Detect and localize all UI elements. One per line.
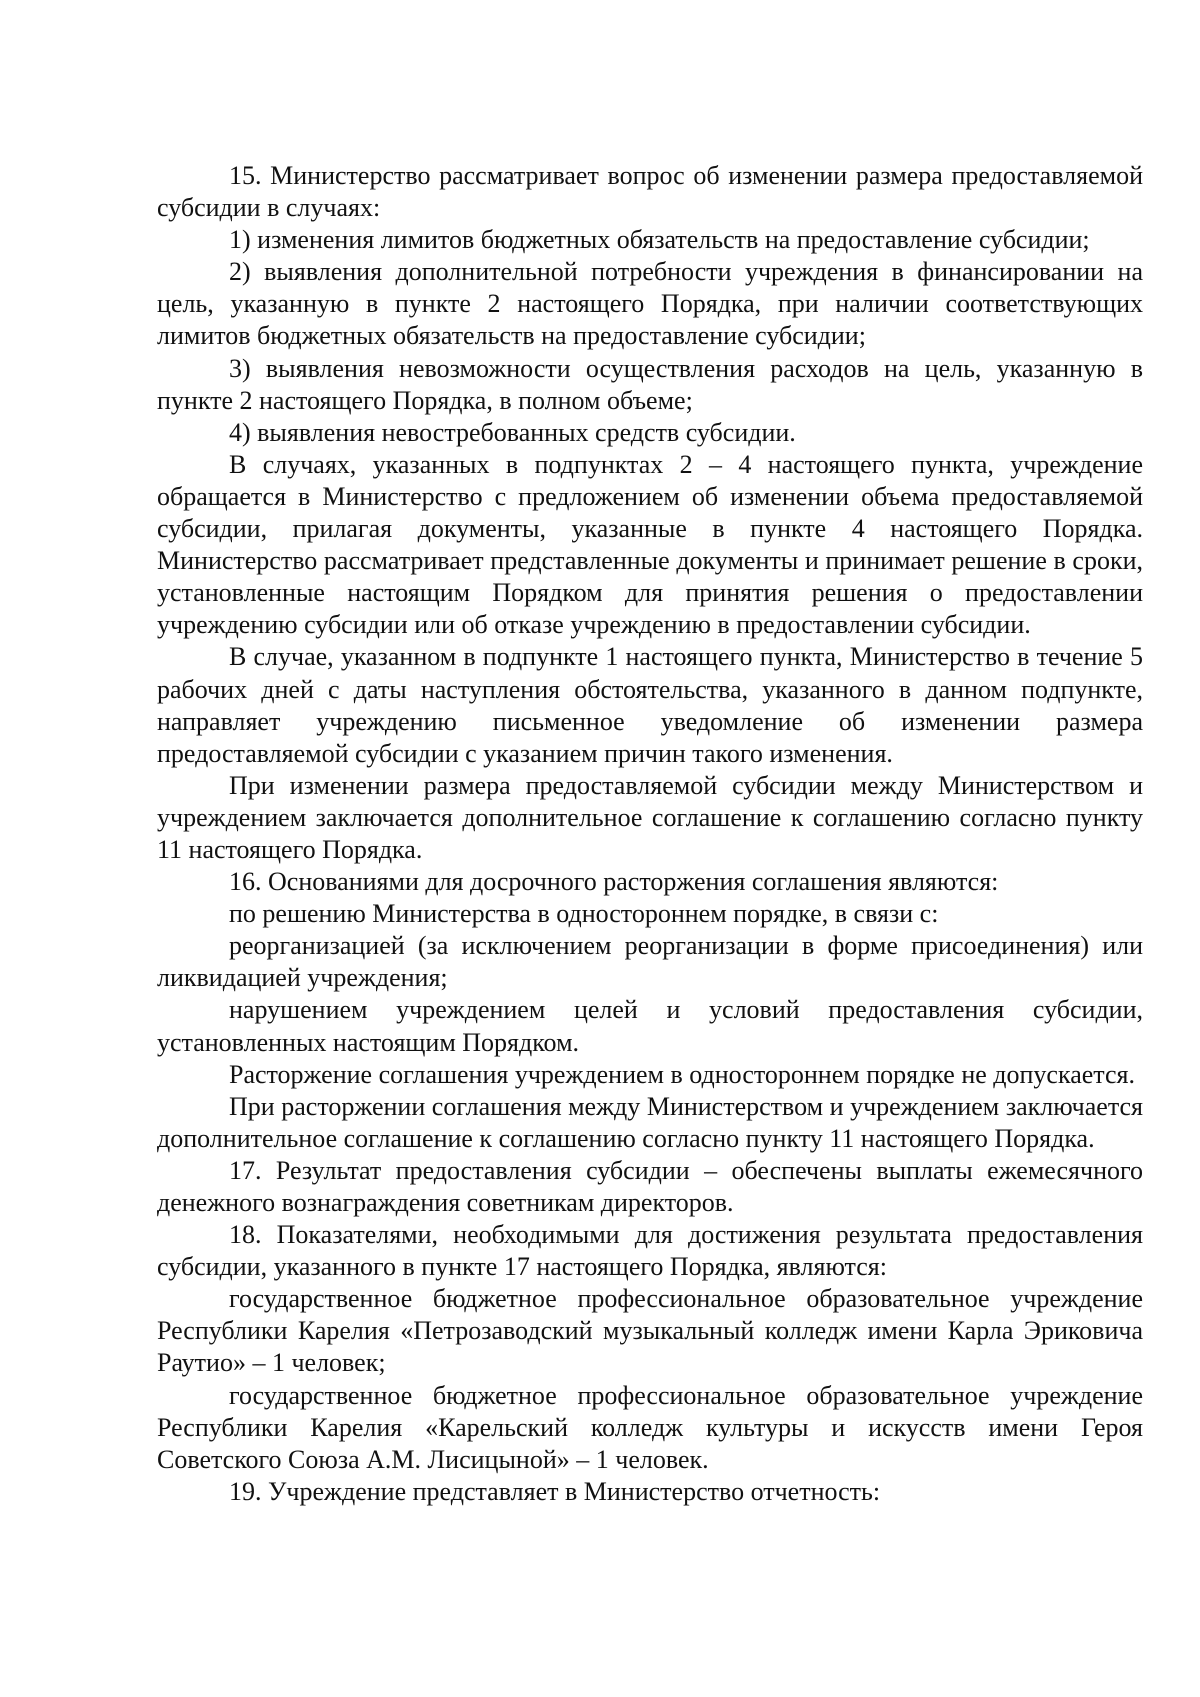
subitem-3: 3) выявления невозможности осуществления расходов на цель, указанную в пункте 2 настоящего Порядка, в полном объеме;	[157, 353, 1143, 415]
paragraph-case-1: В случае, указанном в подпункте 1 настоящего пункта, Министерство в течение 5 рабочих дней с даты наступления обстоятельства, указанного в данном подпункте, направляет учреждению письменное уведомление об изменении размера предоставляемой субсидии с указанием причин такого изменения.	[157, 642, 1143, 768]
paragraph-additional-agreement: При изменении размера предоставляемой субсидии между Министерством и учреждением заключается дополнительное соглашение к соглашению согласно пункту 11 настоящего Порядка.	[157, 770, 1143, 864]
paragraph-cases-2-4: В случаях, указанных в подпунктах 2 – 4 настоящего пункта, учреждение обращается в Министерство с предложением об изменении объема предоставляемой субсидии, прилагая документы, указанные в пункте 4 настоящего Порядка. Министерство рассматривает представленные документы и принимает решение в сроки, установленные настоящим Порядком для принятия решения о предоставлении учреждению субсидии или об отказе учреждению в предоставлении субсидии.	[157, 449, 1143, 640]
paragraph-16-unilateral: по решению Министерства в одностороннем порядке, в связи с:	[229, 899, 939, 929]
paragraph-16-termination: При расторжении соглашения между Министерством и учреждением заключается дополнительное соглашение к соглашению согласно пункту 11 настоящего Порядка.	[157, 1091, 1143, 1153]
paragraph-19: 19. Учреждение представляет в Министерство отчетность:	[229, 1476, 881, 1506]
subitem-4: 4) выявления невостребованных средств субсидии.	[229, 417, 796, 447]
paragraph-18-music-college: государственное бюджетное профессиональное образовательное учреждение Республики Карелия «Петрозаводский музыкальный колледж имени Карла Эриковича Раутио» – 1 человек;	[157, 1284, 1143, 1378]
paragraph-18: 18. Показателями, необходимыми для достижения результата предоставления субсидии, указанного в пункте 17 настоящего Порядка, являются:	[157, 1220, 1143, 1282]
subitem-1: 1) изменения лимитов бюджетных обязательств на предоставление субсидии;	[229, 225, 1090, 255]
paragraph-16: 16. Основаниями для досрочного расторжения соглашения являются:	[229, 867, 999, 897]
document-body	[157, 160, 1143, 1508]
paragraph-17: 17. Результат предоставления субсидии – обеспечены выплаты ежемесячного денежного вознаграждения советникам директоров.	[157, 1155, 1143, 1217]
paragraph-16-reorganization: реорганизацией (за исключением реорганизации в форме присоединения) или ликвидацией учреждения;	[157, 931, 1143, 993]
subitem-2: 2) выявления дополнительной потребности учреждения в финансировании на цель, указанную в пункте 2 настоящего Порядка, при наличии соответствующих лимитов бюджетных обязательств на предоставление субсидии;	[157, 257, 1143, 351]
paragraph-18-culture-college: государственное бюджетное профессиональное образовательное учреждение Республики Карелия «Карельский колледж культуры и искусств имени Героя Советского Союза А.М. Лисицыной» – 1 человек.	[157, 1380, 1143, 1474]
paragraph-16-violation: нарушением учреждением целей и условий предоставления субсидии, установленных настоящим Порядком.	[157, 995, 1143, 1057]
paragraph-16-not-allowed: Расторжение соглашения учреждением в одностороннем порядке не допускается.	[229, 1059, 1135, 1089]
paragraph-15-intro: 15. Министерство рассматривает вопрос об изменении размера предоставляемой субсидии в случаях:	[157, 161, 1143, 223]
